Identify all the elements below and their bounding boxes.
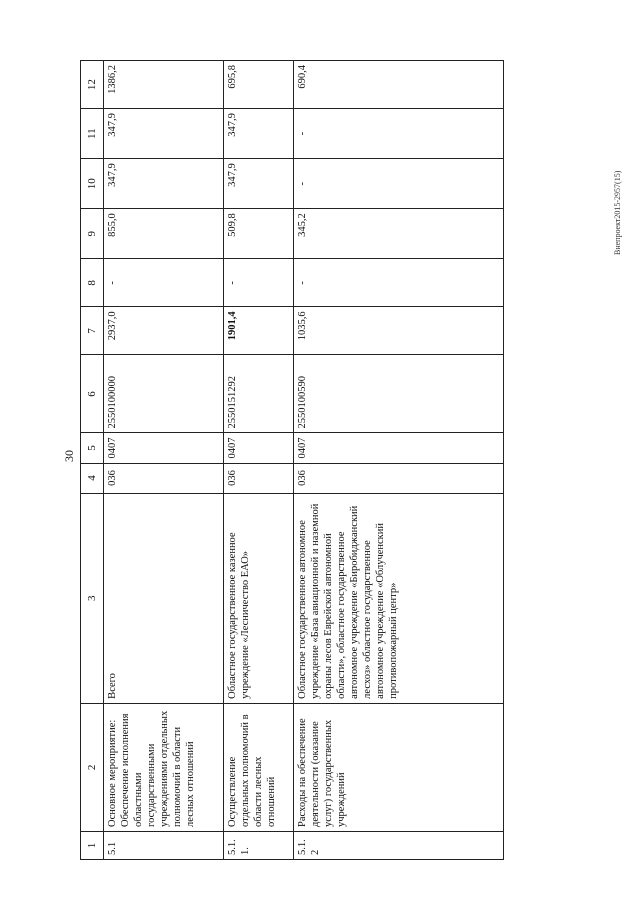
column-header: 12 [81,61,104,109]
value-col10: 347,9 [224,159,294,209]
value-col7: 2937,0 [104,307,224,355]
value-col8: - [104,259,224,307]
executor: Областное государственное казенное учреждение «Лесничество ЕАО» [224,493,294,703]
grbs-code: 036 [104,463,224,493]
measure-name: Основное мероприятие: Обеспечение исполнения областными государственными учреждениями отдельных полномочий в области лесных отношений [104,703,224,831]
table-row [224,61,294,860]
column-header: 5 [81,433,104,463]
value-col9: 509,8 [224,209,294,259]
budget-table [80,60,504,860]
value-col7: 1901,4 [224,307,294,355]
rzpr-code: 0407 [104,433,224,463]
column-header: 2 [81,703,104,831]
table-row [294,61,504,860]
value-col12: 695,8 [224,61,294,109]
value-col7: 1035,6 [294,307,504,355]
row-number: 5.1 [104,831,224,859]
value-col11: 347,9 [104,109,224,159]
value-col10: 347,9 [104,159,224,209]
document-stamp: Внепроект2015-2957(15) [613,170,622,255]
value-col11: 347,9 [224,109,294,159]
column-header: 10 [81,159,104,209]
measure-name: Расходы на обеспечение деятельности (оказание услуг) государственных учреждений [294,703,504,831]
executor: Областное государственное автономное учреждение «База авиационной и наземной охраны лесов Еврейской автономной области», областное государственное автономное учреждение «Биробиджанский лесхоз» областное государственное автономное учреждение «Облученский противопожарный центр» [294,493,504,703]
table-header-row [81,61,104,860]
measure-name: Осуществление отдельных полномочий в области лесных отношений [224,703,294,831]
value-col9: 855,0 [104,209,224,259]
grbs-code: 036 [294,463,504,493]
rotated-page-content [60,60,522,860]
value-col8: - [224,259,294,307]
column-header: 6 [81,355,104,433]
page-number: 30 [62,450,76,462]
column-header: 4 [81,463,104,493]
value-col8: - [294,259,504,307]
value-col10: - [294,159,504,209]
row-number: 5.1.2 [294,831,504,859]
csr-code: 2550100590 [294,355,504,433]
row-number: 5.1.1. [224,831,294,859]
value-col11: - [294,109,504,159]
column-header: 7 [81,307,104,355]
value-col12: 1386,2 [104,61,224,109]
column-header: 3 [81,493,104,703]
document-sheet [60,60,522,860]
grbs-code: 036 [224,463,294,493]
column-header: 8 [81,259,104,307]
column-header: 1 [81,831,104,859]
executor: Всего [104,493,224,703]
rzpr-code: 0407 [294,433,504,463]
rzpr-code: 0407 [224,433,294,463]
column-header: 11 [81,109,104,159]
value-col12: 690,4 [294,61,504,109]
csr-code: 2550151292 [224,355,294,433]
value-col9: 345,2 [294,209,504,259]
column-header: 9 [81,209,104,259]
csr-code: 2550100000 [104,355,224,433]
table-row [104,61,224,860]
